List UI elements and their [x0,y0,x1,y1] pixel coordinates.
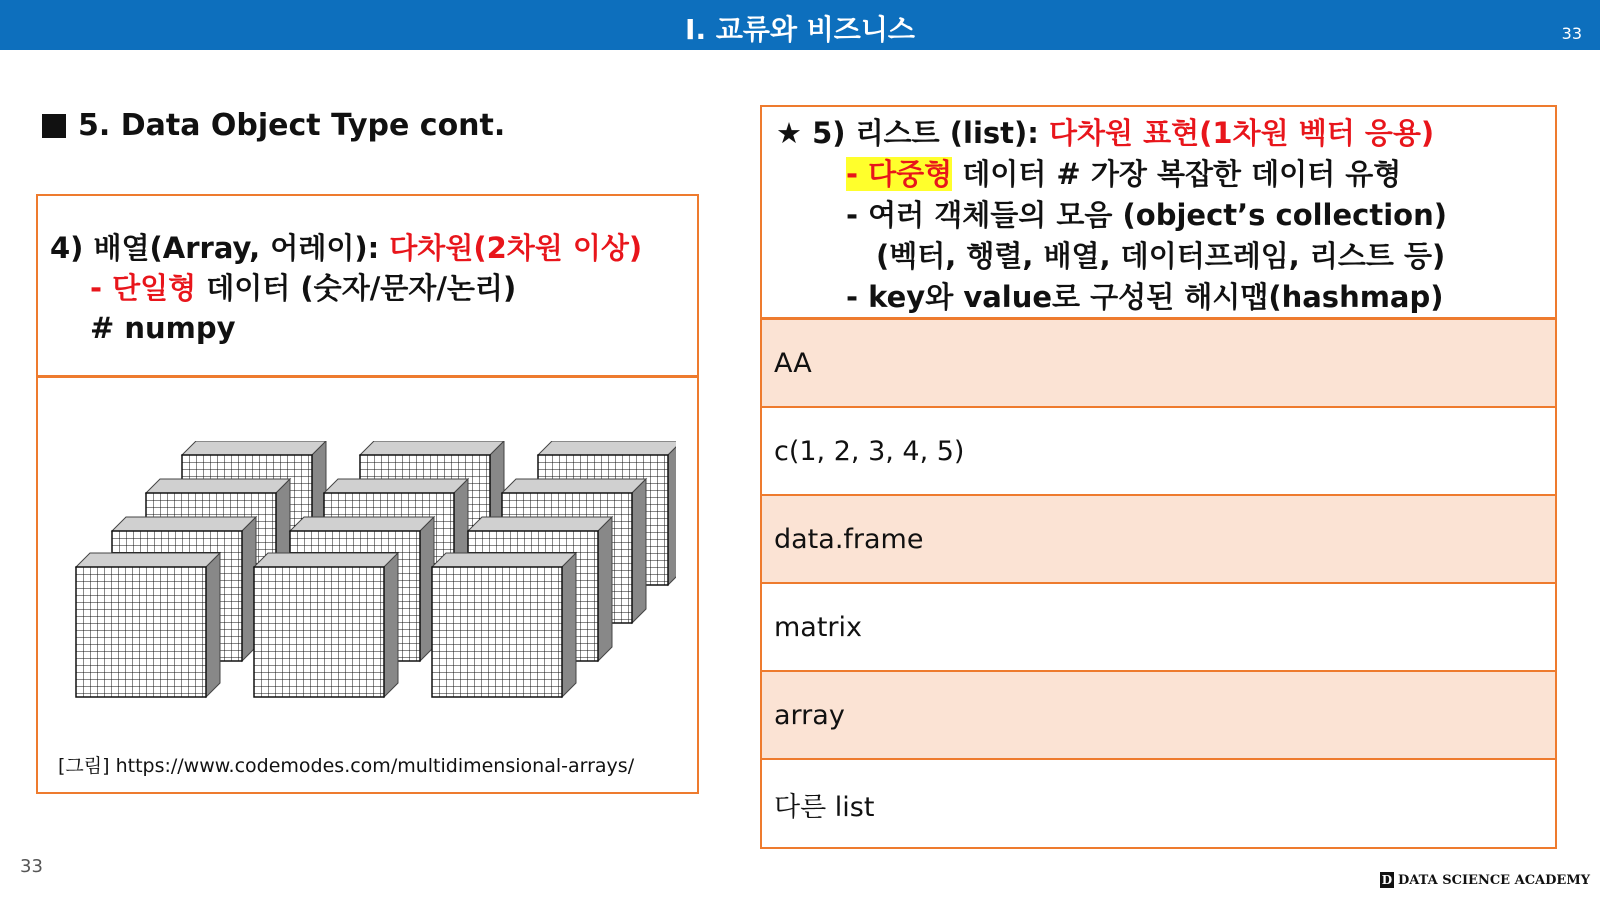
list-item: AA [762,320,1555,408]
array-dimension: 다차원(2차원 이상) [389,231,643,265]
list-description [762,107,1555,320]
list-line-3: - 여러 객체들의 모음 (object’s collection) [846,198,1447,232]
section-heading [42,108,505,143]
list-item: matrix [762,584,1555,672]
list-panel [760,105,1557,849]
square-bullet-icon [42,114,66,138]
array-description [38,196,697,378]
list-item: data.frame [762,496,1555,584]
multidimensional-array-image [56,441,676,731]
array-dash: - [90,271,113,305]
list-item: array [762,672,1555,760]
list-dimension: 다차원 표현(1차원 벡터 응용) [1048,116,1435,150]
logo-text: DATA SCIENCE ACADEMY [1398,872,1590,888]
figure-caption: [그림] https://www.codemodes.com/multidimensional-arrays/ [58,755,635,777]
array-line-3: # numpy [90,311,236,345]
list-type: - 다중형 [846,157,953,191]
list-line-2 [776,154,1555,195]
list-item: 다른 list [774,791,875,823]
array-panel [36,194,699,794]
slide-title: I. 교류와 비즈니스 [685,13,915,46]
list-type-desc: 데이터 # 가장 복잡한 데이터 유형 [952,157,1402,191]
header-page-number: 33 [1561,24,1582,43]
list-line-4: (벡터, 행렬, 배열, 데이터프레임, 리스트 등) [876,239,1446,273]
list-item: c(1, 2, 3, 4, 5) [762,408,1555,496]
array-title: 4) 배열(Array, 어레이): [50,231,390,265]
logo-mark-icon: D [1381,873,1393,887]
array-type: 단일형 [112,271,197,305]
list-title: 5) 리스트 (list): [802,116,1049,150]
section-heading-text: 5. Data Object Type cont. [78,108,506,143]
academy-logo [1380,872,1590,888]
title-bar [0,0,1600,50]
array-line-1 [50,228,697,268]
array-line-2 [50,268,697,308]
list-line-5: - key와 value로 구성된 해시맵(hashmap) [846,280,1444,314]
list-line-1 [776,113,1555,154]
footer-page-number: 33 [20,856,43,877]
array-type-desc: 데이터 (숫자/문자/논리) [196,271,517,305]
star-icon: ★ [776,116,802,150]
